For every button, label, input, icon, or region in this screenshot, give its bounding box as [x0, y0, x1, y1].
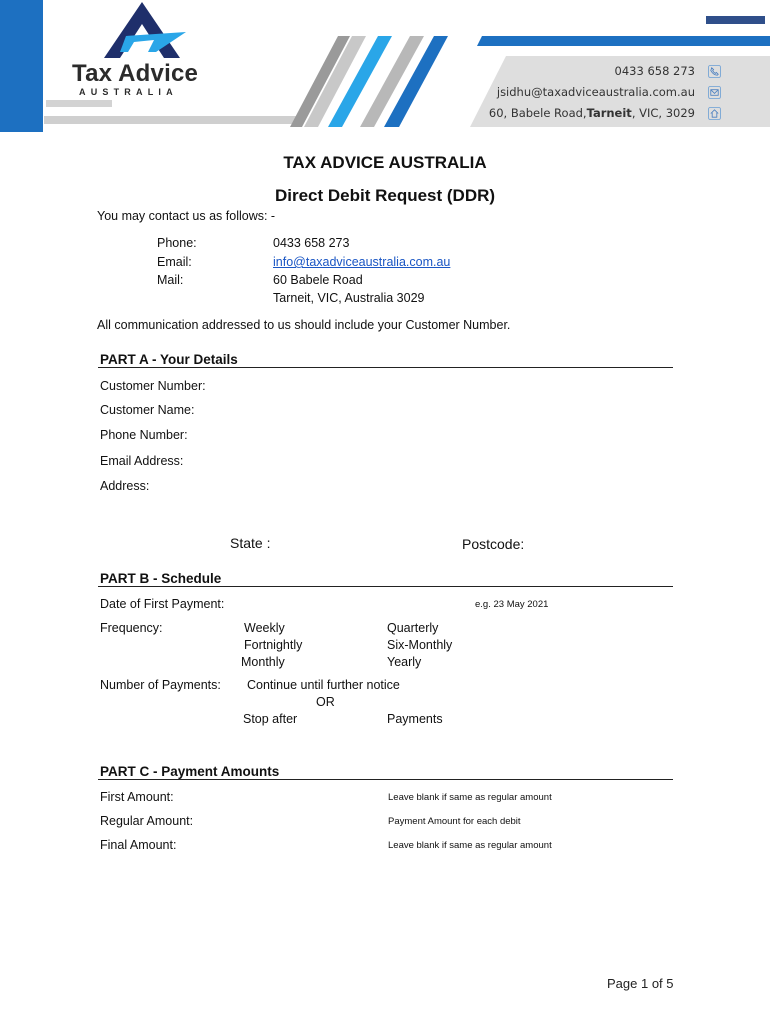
page-number: Page 1 of 5	[607, 976, 674, 991]
contact-email-link[interactable]: info@taxadviceaustralia.com.au	[273, 255, 451, 269]
final-amount-label: Final Amount:	[100, 838, 177, 852]
customer-name-label: Customer Name:	[100, 403, 195, 417]
or-text: OR	[316, 695, 335, 709]
customer-number-note: All communication addressed to us should include your Customer Number.	[97, 318, 511, 332]
phone-icon	[708, 65, 721, 78]
contact-phone-value: 0433 658 273	[273, 236, 350, 250]
contact-mail-line1: 60 Babele Road	[273, 273, 363, 287]
logo-mark	[96, 2, 188, 60]
frequency-yearly[interactable]: Yearly	[387, 655, 422, 669]
regular-amount-label: Regular Amount:	[100, 814, 194, 828]
state-label: State :	[230, 535, 271, 551]
contact-mail-line2: Tarneit, VIC, Australia 3029	[273, 291, 425, 305]
header-phone: 0433 658 273	[614, 64, 695, 78]
customer-number-label: Customer Number:	[100, 379, 206, 393]
frequency-weekly[interactable]: Weekly	[244, 621, 285, 635]
regular-amount-hint: Payment Amount for each debit	[388, 816, 521, 827]
header-address-suffix: , VIC, 3029	[631, 106, 695, 120]
intro-text: You may contact us as follows: -	[97, 209, 276, 223]
frequency-six-monthly[interactable]: Six-Monthly	[387, 638, 453, 652]
contact-mail-label: Mail:	[157, 273, 184, 287]
number-of-payments-label: Number of Payments:	[100, 678, 221, 692]
phone-number-label: Phone Number:	[100, 428, 188, 442]
email-address-label: Email Address:	[100, 454, 184, 468]
first-payment-date-label: Date of First Payment:	[100, 597, 225, 611]
contact-phone-label: Phone:	[157, 236, 197, 250]
document-title: Direct Debit Request (DDR)	[274, 186, 496, 205]
address-label: Address:	[100, 479, 150, 493]
contact-email-label: Email:	[157, 255, 192, 269]
stop-after-option[interactable]: Stop after	[243, 712, 298, 726]
frequency-quarterly[interactable]: Quarterly	[387, 621, 439, 635]
part-c-rule	[98, 779, 673, 780]
header-email: jsidhu@taxadviceaustralia.com.au	[496, 85, 695, 99]
first-amount-label: First Amount:	[100, 790, 174, 804]
frequency-monthly[interactable]: Monthly	[241, 655, 285, 669]
payments-label: Payments	[387, 712, 443, 726]
logo-subtext: AUSTRALIA	[79, 87, 178, 97]
part-b-title: PART B - Schedule	[100, 571, 222, 586]
header-address-prefix: 60, Babele Road,	[488, 106, 587, 120]
first-amount-hint: Leave blank if same as regular amount	[388, 792, 552, 803]
email-icon	[708, 86, 721, 99]
part-a-rule	[98, 367, 673, 368]
header-address	[489, 106, 695, 120]
home-icon	[708, 107, 721, 120]
header-address-bold: Tarneit	[586, 106, 632, 120]
part-a-title: PART A - Your Details	[100, 352, 238, 367]
final-amount-hint: Leave blank if same as regular amount	[388, 840, 552, 851]
company-title: TAX ADVICE AUSTRALIA	[283, 153, 487, 172]
part-b-rule	[98, 586, 673, 587]
frequency-fortnightly[interactable]: Fortnightly	[244, 638, 303, 652]
frequency-label: Frequency:	[100, 621, 163, 635]
logo-text: Tax Advice	[72, 60, 199, 87]
part-c-title: PART C - Payment Amounts	[100, 764, 280, 779]
postcode-label: Postcode:	[462, 536, 525, 552]
continue-option[interactable]: Continue until further notice	[247, 678, 400, 692]
date-hint: e.g. 23 May 2021	[475, 599, 549, 610]
